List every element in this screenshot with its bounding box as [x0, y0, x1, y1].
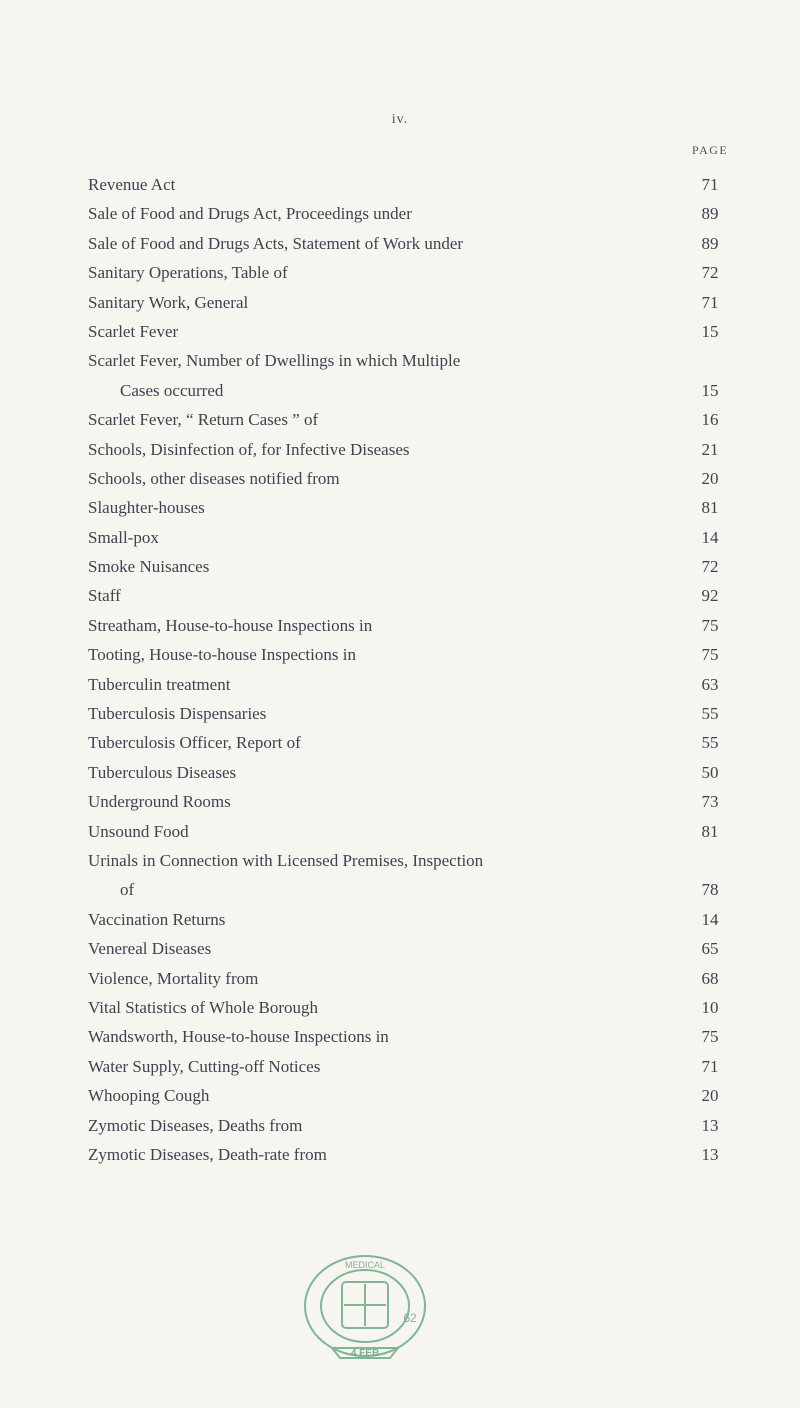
index-entry-text — [88, 787, 628, 816]
index-entry-title: Violence, Mortality from — [88, 968, 259, 988]
index-entry-title: Whooping Cough — [88, 1086, 210, 1106]
index-list — [88, 170, 744, 1169]
page-column-header: PAGE — [692, 143, 729, 157]
index-entry-page: 63 — [701, 674, 719, 694]
index-entry-title: Water Supply, Cutting-off Notices — [88, 1056, 321, 1076]
index-entry — [88, 1052, 744, 1081]
index-entry-title: Zymotic Diseases, Deaths from — [88, 1115, 303, 1135]
stamp-text-date: 4 FEB — [350, 1348, 380, 1359]
index-entry-title: Staff — [88, 586, 121, 606]
index-entry-page: 71 — [701, 1056, 719, 1076]
index-entry — [88, 258, 744, 287]
index-entry-page: 15 — [701, 321, 719, 341]
index-entry — [88, 1111, 744, 1140]
index-entry — [88, 464, 744, 493]
index-entry-title: Wandsworth, House-to-house Inspections in — [88, 1027, 389, 1047]
index-entry-text — [88, 288, 628, 317]
index-entry-title: Revenue Act — [88, 175, 176, 194]
stamp-text-top: MEDICAL — [344, 1260, 386, 1270]
index-entry-title: Tuberculosis Dispensaries — [88, 704, 267, 724]
index-entry-text — [88, 552, 628, 581]
index-entry — [88, 993, 744, 1022]
index-entry — [88, 758, 744, 787]
index-entry-title: Schools, Disinfection of, for Infective Diseases — [88, 439, 410, 459]
index-entry — [88, 905, 744, 934]
index-entry-text — [88, 199, 628, 228]
index-entry-text — [88, 611, 628, 640]
index-entry-page: 14 — [701, 527, 719, 547]
index-entry — [88, 199, 744, 228]
index-entry — [88, 1022, 744, 1051]
index-entry-title: Tuberculosis Officer, Report of — [88, 733, 301, 753]
index-entry-title: Sale of Food and Drugs Act, Proceedings under — [88, 204, 412, 224]
index-entry-page: 75 — [701, 645, 719, 665]
index-entry-page: 21 — [701, 439, 719, 459]
library-stamp-icon — [298, 1252, 432, 1364]
index-entry-page: 72 — [701, 557, 719, 577]
index-entry-text — [88, 435, 628, 464]
index-entry-text — [88, 670, 628, 699]
index-entry-title: Smoke Nuisances — [88, 557, 210, 577]
index-entry-title: Tuberculin treatment — [88, 674, 231, 694]
index-entry-text — [88, 1081, 628, 1110]
index-entry-page: 14 — [701, 909, 719, 929]
index-entry-page: 75 — [701, 1027, 719, 1047]
index-entry-page: 92 — [701, 586, 719, 606]
index-entry-title: Schools, other diseases notified from — [88, 468, 340, 488]
index-entry-title: Tuberculous Diseases — [88, 762, 237, 782]
index-entry-page: 20 — [701, 1086, 719, 1106]
index-entry-title: Sale of Food and Drugs Acts, Statement of Work under — [88, 233, 464, 253]
index-entry-page: 50 — [701, 762, 719, 782]
index-entry-page: 15 — [701, 380, 719, 400]
index-entry-continuation: of — [120, 880, 135, 900]
index-entry — [88, 405, 744, 434]
index-entry-page: 20 — [701, 468, 719, 488]
index-entry-page: 65 — [701, 939, 719, 959]
index-entry-title: Vital Statistics of Whole Borough — [88, 997, 319, 1017]
index-entry-title: Unsound Food — [88, 821, 189, 841]
index-entry — [88, 670, 744, 699]
index-entry — [88, 611, 744, 640]
index-entry-page: 71 — [701, 292, 719, 312]
index-entry — [88, 552, 744, 581]
index-entry-page: 55 — [701, 704, 719, 724]
index-entry-text — [88, 699, 628, 728]
index-entry-page: 68 — [701, 968, 719, 988]
index-entry-title: Scarlet Fever, Number of Dwellings in which Multiple — [88, 351, 461, 371]
index-entry-text — [88, 846, 628, 905]
index-entry-text — [88, 523, 628, 552]
index-entry-page: 10 — [701, 997, 719, 1017]
index-entry — [88, 229, 744, 258]
index-entry-page: 78 — [701, 880, 719, 900]
index-entry-title: Sanitary Operations, Table of — [88, 263, 288, 283]
index-entry-title: Slaughter-houses — [88, 498, 205, 518]
index-entry — [88, 523, 744, 552]
index-entry-page: 55 — [701, 733, 719, 753]
index-entry — [88, 493, 744, 522]
index-entry — [88, 846, 744, 905]
index-entry-title: Scarlet Fever, “ Return Cases ” of — [88, 410, 319, 430]
index-entry-text — [88, 905, 628, 934]
index-entry-text — [88, 229, 628, 258]
index-entry-text — [88, 964, 628, 993]
index-entry-title: Sanitary Work, General — [88, 292, 249, 312]
index-entry — [88, 581, 744, 610]
index-entry — [88, 640, 744, 669]
index-entry-text — [88, 934, 628, 963]
index-entry-text — [88, 817, 628, 846]
index-entry — [88, 435, 744, 464]
index-entry-text — [88, 758, 628, 787]
index-entry-page: 73 — [701, 792, 719, 812]
index-entry-page: 16 — [701, 410, 719, 430]
index-entry-text — [88, 1022, 628, 1051]
stamp-text-year: 62 — [403, 1311, 417, 1325]
index-entry-page: 13 — [701, 1144, 719, 1164]
index-entry-title: Vaccination Returns — [88, 909, 226, 929]
index-entry-text — [88, 640, 628, 669]
index-entry-page: 89 — [701, 204, 719, 224]
index-entry-title: Scarlet Fever — [88, 321, 179, 341]
index-entry-text — [88, 581, 628, 610]
index-entry — [88, 728, 744, 757]
index-entry-page: 89 — [701, 233, 719, 253]
index-entry-continuation: Cases occurred — [120, 380, 224, 400]
index-entry — [88, 1140, 744, 1169]
index-entry-page: 75 — [701, 615, 719, 635]
index-entry-page: 72 — [701, 263, 719, 283]
index-entry-page: 81 — [701, 498, 719, 518]
index-entry-title: Small-pox — [88, 527, 159, 547]
index-entry-page: 71 — [701, 174, 719, 194]
index-entry-text — [88, 258, 628, 287]
index-entry — [88, 1081, 744, 1110]
index-entry-text — [88, 1140, 628, 1169]
index-entry-text — [88, 493, 628, 522]
index-entry-text — [88, 728, 628, 757]
index-entry — [88, 787, 744, 816]
index-entry-title: Venereal Diseases — [88, 939, 212, 959]
index-entry-text — [88, 346, 628, 405]
index-entry-text — [88, 1111, 628, 1140]
index-entry-title: Underground Rooms — [88, 792, 231, 812]
index-entry — [88, 317, 744, 346]
index-entry — [88, 964, 744, 993]
page-number: iv. — [391, 112, 409, 127]
index-entry-title: Zymotic Diseases, Death-rate from — [88, 1144, 327, 1164]
index-entry-text — [88, 1052, 628, 1081]
index-entry — [88, 170, 744, 199]
index-entry — [88, 346, 744, 405]
index-entry-text — [88, 993, 628, 1022]
index-entry-text — [88, 317, 628, 346]
index-entry-title: Streatham, House-to-house Inspections in — [88, 615, 373, 635]
index-entry — [88, 699, 744, 728]
index-entry-page: 13 — [701, 1115, 719, 1135]
index-entry-text — [88, 464, 628, 493]
index-entry-text — [88, 405, 628, 434]
index-entry — [88, 934, 744, 963]
index-entry-text — [88, 170, 628, 199]
index-entry-title: Urinals in Connection with Licensed Premises, Inspection — [88, 851, 484, 870]
index-entry-title: Tooting, House-to-house Inspections in — [88, 645, 356, 665]
index-entry — [88, 288, 744, 317]
index-entry — [88, 817, 744, 846]
index-entry-page: 81 — [701, 821, 719, 841]
